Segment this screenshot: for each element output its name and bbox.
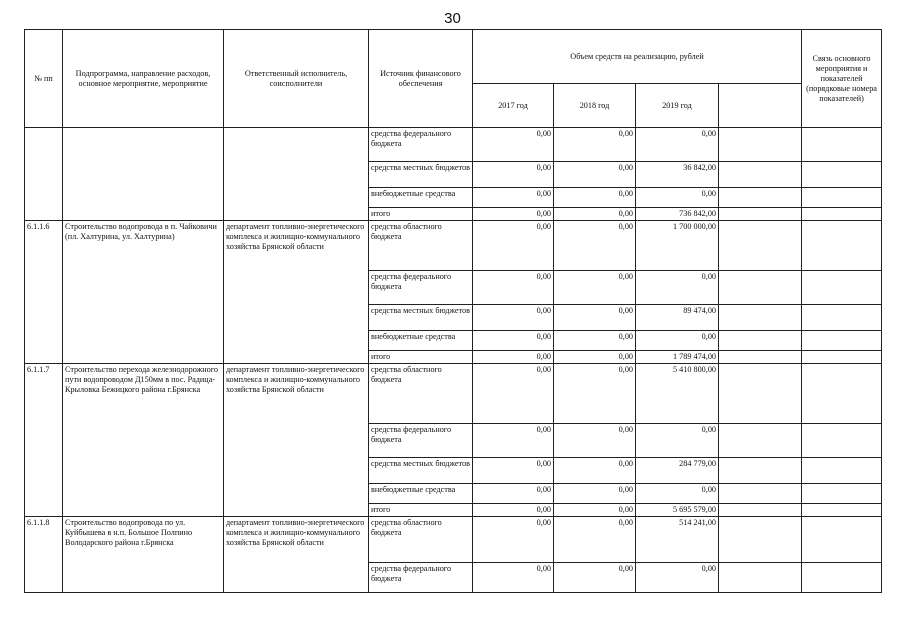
cell-2019: 5 695 579,00 xyxy=(636,504,719,517)
cell-source: средства федерального бюджета xyxy=(369,563,473,593)
cell-2017: 0,00 xyxy=(473,364,554,424)
cell-2018: 0,00 xyxy=(554,208,636,221)
cell-link xyxy=(802,504,882,517)
cell-empty xyxy=(719,424,802,458)
cell-2019: 0,00 xyxy=(636,331,719,351)
cell-2017: 0,00 xyxy=(473,128,554,162)
header-subprogram: Подпрограмма, направление расходов, основное мероприятие, мероприятие xyxy=(63,30,224,128)
cell-executor: департамент топливно-энергетического комплекса и жилищно-коммунального хозяйства Брянской области xyxy=(224,364,369,517)
cell-2019: 514 241,00 xyxy=(636,517,719,563)
header-link: Связь основного мероприятия и показателей (порядковые номера показателей) xyxy=(802,30,882,128)
header-year-2017: 2017 год xyxy=(473,84,554,128)
cell-2018: 0,00 xyxy=(554,221,636,271)
cell-source: средства областного бюджета xyxy=(369,517,473,563)
cell-link xyxy=(802,364,882,424)
cell-executor: департамент топливно-энергетического комплекса и жилищно-коммунального хозяйства Брянской области xyxy=(224,221,369,364)
cell-2018: 0,00 xyxy=(554,351,636,364)
cell-2019: 5 410 800,00 xyxy=(636,364,719,424)
cell-source: итого xyxy=(369,208,473,221)
cell-executor: департамент топливно-энергетического комплекса и жилищно-коммунального хозяйства Брянской области xyxy=(224,517,369,593)
cell-link xyxy=(802,305,882,331)
cell-2018: 0,00 xyxy=(554,364,636,424)
cell-link xyxy=(802,351,882,364)
cell-source: средства местных бюджетов xyxy=(369,162,473,188)
cell-source: внебюджетные средства xyxy=(369,331,473,351)
header-source: Источник финансового обеспечения xyxy=(369,30,473,128)
cell-2019: 736 842,00 xyxy=(636,208,719,221)
cell-link xyxy=(802,208,882,221)
cell-source: средства областного бюджета xyxy=(369,364,473,424)
cell-2017: 0,00 xyxy=(473,504,554,517)
cell-2019: 0,00 xyxy=(636,128,719,162)
cell-2018: 0,00 xyxy=(554,162,636,188)
cell-2018: 0,00 xyxy=(554,271,636,305)
cell-2017: 0,00 xyxy=(473,188,554,208)
cell-empty xyxy=(719,331,802,351)
cell-2017: 0,00 xyxy=(473,351,554,364)
header-year-2019: 2019 год xyxy=(636,84,719,128)
header-num: № пп xyxy=(25,30,63,128)
cell-num: 6.1.1.6 xyxy=(25,221,63,364)
cell-link xyxy=(802,271,882,305)
cell-2019: 0,00 xyxy=(636,271,719,305)
cell-2017: 0,00 xyxy=(473,458,554,484)
cell-empty xyxy=(719,364,802,424)
cell-name xyxy=(63,128,224,221)
cell-2019: 0,00 xyxy=(636,563,719,593)
header-executor: Ответственный исполнитель, соисполнители xyxy=(224,30,369,128)
cell-name: Строительство водопровода по ул. Куйбышева в н.п. Большое Полпино Володарского района г.Брянска xyxy=(63,517,224,593)
cell-2018: 0,00 xyxy=(554,188,636,208)
cell-link xyxy=(802,424,882,458)
cell-empty xyxy=(719,305,802,331)
cell-source: итого xyxy=(369,351,473,364)
cell-2018: 0,00 xyxy=(554,331,636,351)
cell-empty xyxy=(719,458,802,484)
cell-2017: 0,00 xyxy=(473,424,554,458)
header-empty xyxy=(719,84,802,128)
cell-2018: 0,00 xyxy=(554,484,636,504)
table-row xyxy=(25,128,882,162)
cell-empty xyxy=(719,221,802,271)
cell-2017: 0,00 xyxy=(473,221,554,271)
cell-source: средства федерального бюджета xyxy=(369,424,473,458)
cell-source: внебюджетные средства xyxy=(369,188,473,208)
cell-empty xyxy=(719,563,802,593)
cell-name: Строительство перехода железнодорожного пути водопроводом Д150мм в пос. Радица-Крыловка Бежицкого района г.Брянска xyxy=(63,364,224,517)
table-row xyxy=(25,517,882,563)
cell-num: 6.1.1.7 xyxy=(25,364,63,517)
cell-2019: 0,00 xyxy=(636,424,719,458)
cell-2018: 0,00 xyxy=(554,305,636,331)
cell-empty xyxy=(719,271,802,305)
header-year-2018: 2018 год xyxy=(554,84,636,128)
cell-2017: 0,00 xyxy=(473,208,554,221)
cell-link xyxy=(802,484,882,504)
cell-2018: 0,00 xyxy=(554,424,636,458)
cell-2018: 0,00 xyxy=(554,128,636,162)
cell-link xyxy=(802,563,882,593)
cell-2019: 36 842,00 xyxy=(636,162,719,188)
cell-source: средства местных бюджетов xyxy=(369,458,473,484)
cell-source: итого xyxy=(369,504,473,517)
cell-2017: 0,00 xyxy=(473,563,554,593)
cell-num: 6.1.1.8 xyxy=(25,517,63,593)
cell-2019: 0,00 xyxy=(636,484,719,504)
cell-executor xyxy=(224,128,369,221)
cell-2018: 0,00 xyxy=(554,458,636,484)
header-volume: Объем средств на реализацию, рублей xyxy=(473,30,802,84)
cell-link xyxy=(802,221,882,271)
cell-2017: 0,00 xyxy=(473,517,554,563)
cell-2018: 0,00 xyxy=(554,517,636,563)
cell-empty xyxy=(719,351,802,364)
cell-2018: 0,00 xyxy=(554,504,636,517)
cell-2017: 0,00 xyxy=(473,162,554,188)
budget-table xyxy=(24,29,882,593)
cell-empty xyxy=(719,504,802,517)
cell-link xyxy=(802,517,882,563)
cell-link xyxy=(802,188,882,208)
cell-link xyxy=(802,331,882,351)
cell-name: Строительство водопровода в п. Чайковичи (пл. Халтурина, ул. Халтурина) xyxy=(63,221,224,364)
cell-2019: 1 700 000,00 xyxy=(636,221,719,271)
cell-2017: 0,00 xyxy=(473,271,554,305)
cell-2017: 0,00 xyxy=(473,305,554,331)
cell-2019: 89 474,00 xyxy=(636,305,719,331)
cell-source: средства федерального бюджета xyxy=(369,128,473,162)
cell-empty xyxy=(719,208,802,221)
cell-empty xyxy=(719,128,802,162)
cell-empty xyxy=(719,484,802,504)
page-number: 30 xyxy=(444,10,461,27)
cell-empty xyxy=(719,517,802,563)
cell-link xyxy=(802,128,882,162)
table-row xyxy=(25,364,882,424)
cell-2018: 0,00 xyxy=(554,563,636,593)
table-row xyxy=(25,221,882,271)
cell-2019: 284 779,00 xyxy=(636,458,719,484)
cell-empty xyxy=(719,188,802,208)
cell-empty xyxy=(719,162,802,188)
cell-source: средства федерального бюджета xyxy=(369,271,473,305)
cell-source: средства местных бюджетов xyxy=(369,305,473,331)
cell-2019: 0,00 xyxy=(636,188,719,208)
cell-2019: 1 789 474,00 xyxy=(636,351,719,364)
cell-link xyxy=(802,162,882,188)
cell-2017: 0,00 xyxy=(473,484,554,504)
cell-num xyxy=(25,128,63,221)
cell-source: внебюджетные средства xyxy=(369,484,473,504)
table-body xyxy=(25,128,882,593)
cell-link xyxy=(802,458,882,484)
cell-2017: 0,00 xyxy=(473,331,554,351)
cell-source: средства областного бюджета xyxy=(369,221,473,271)
